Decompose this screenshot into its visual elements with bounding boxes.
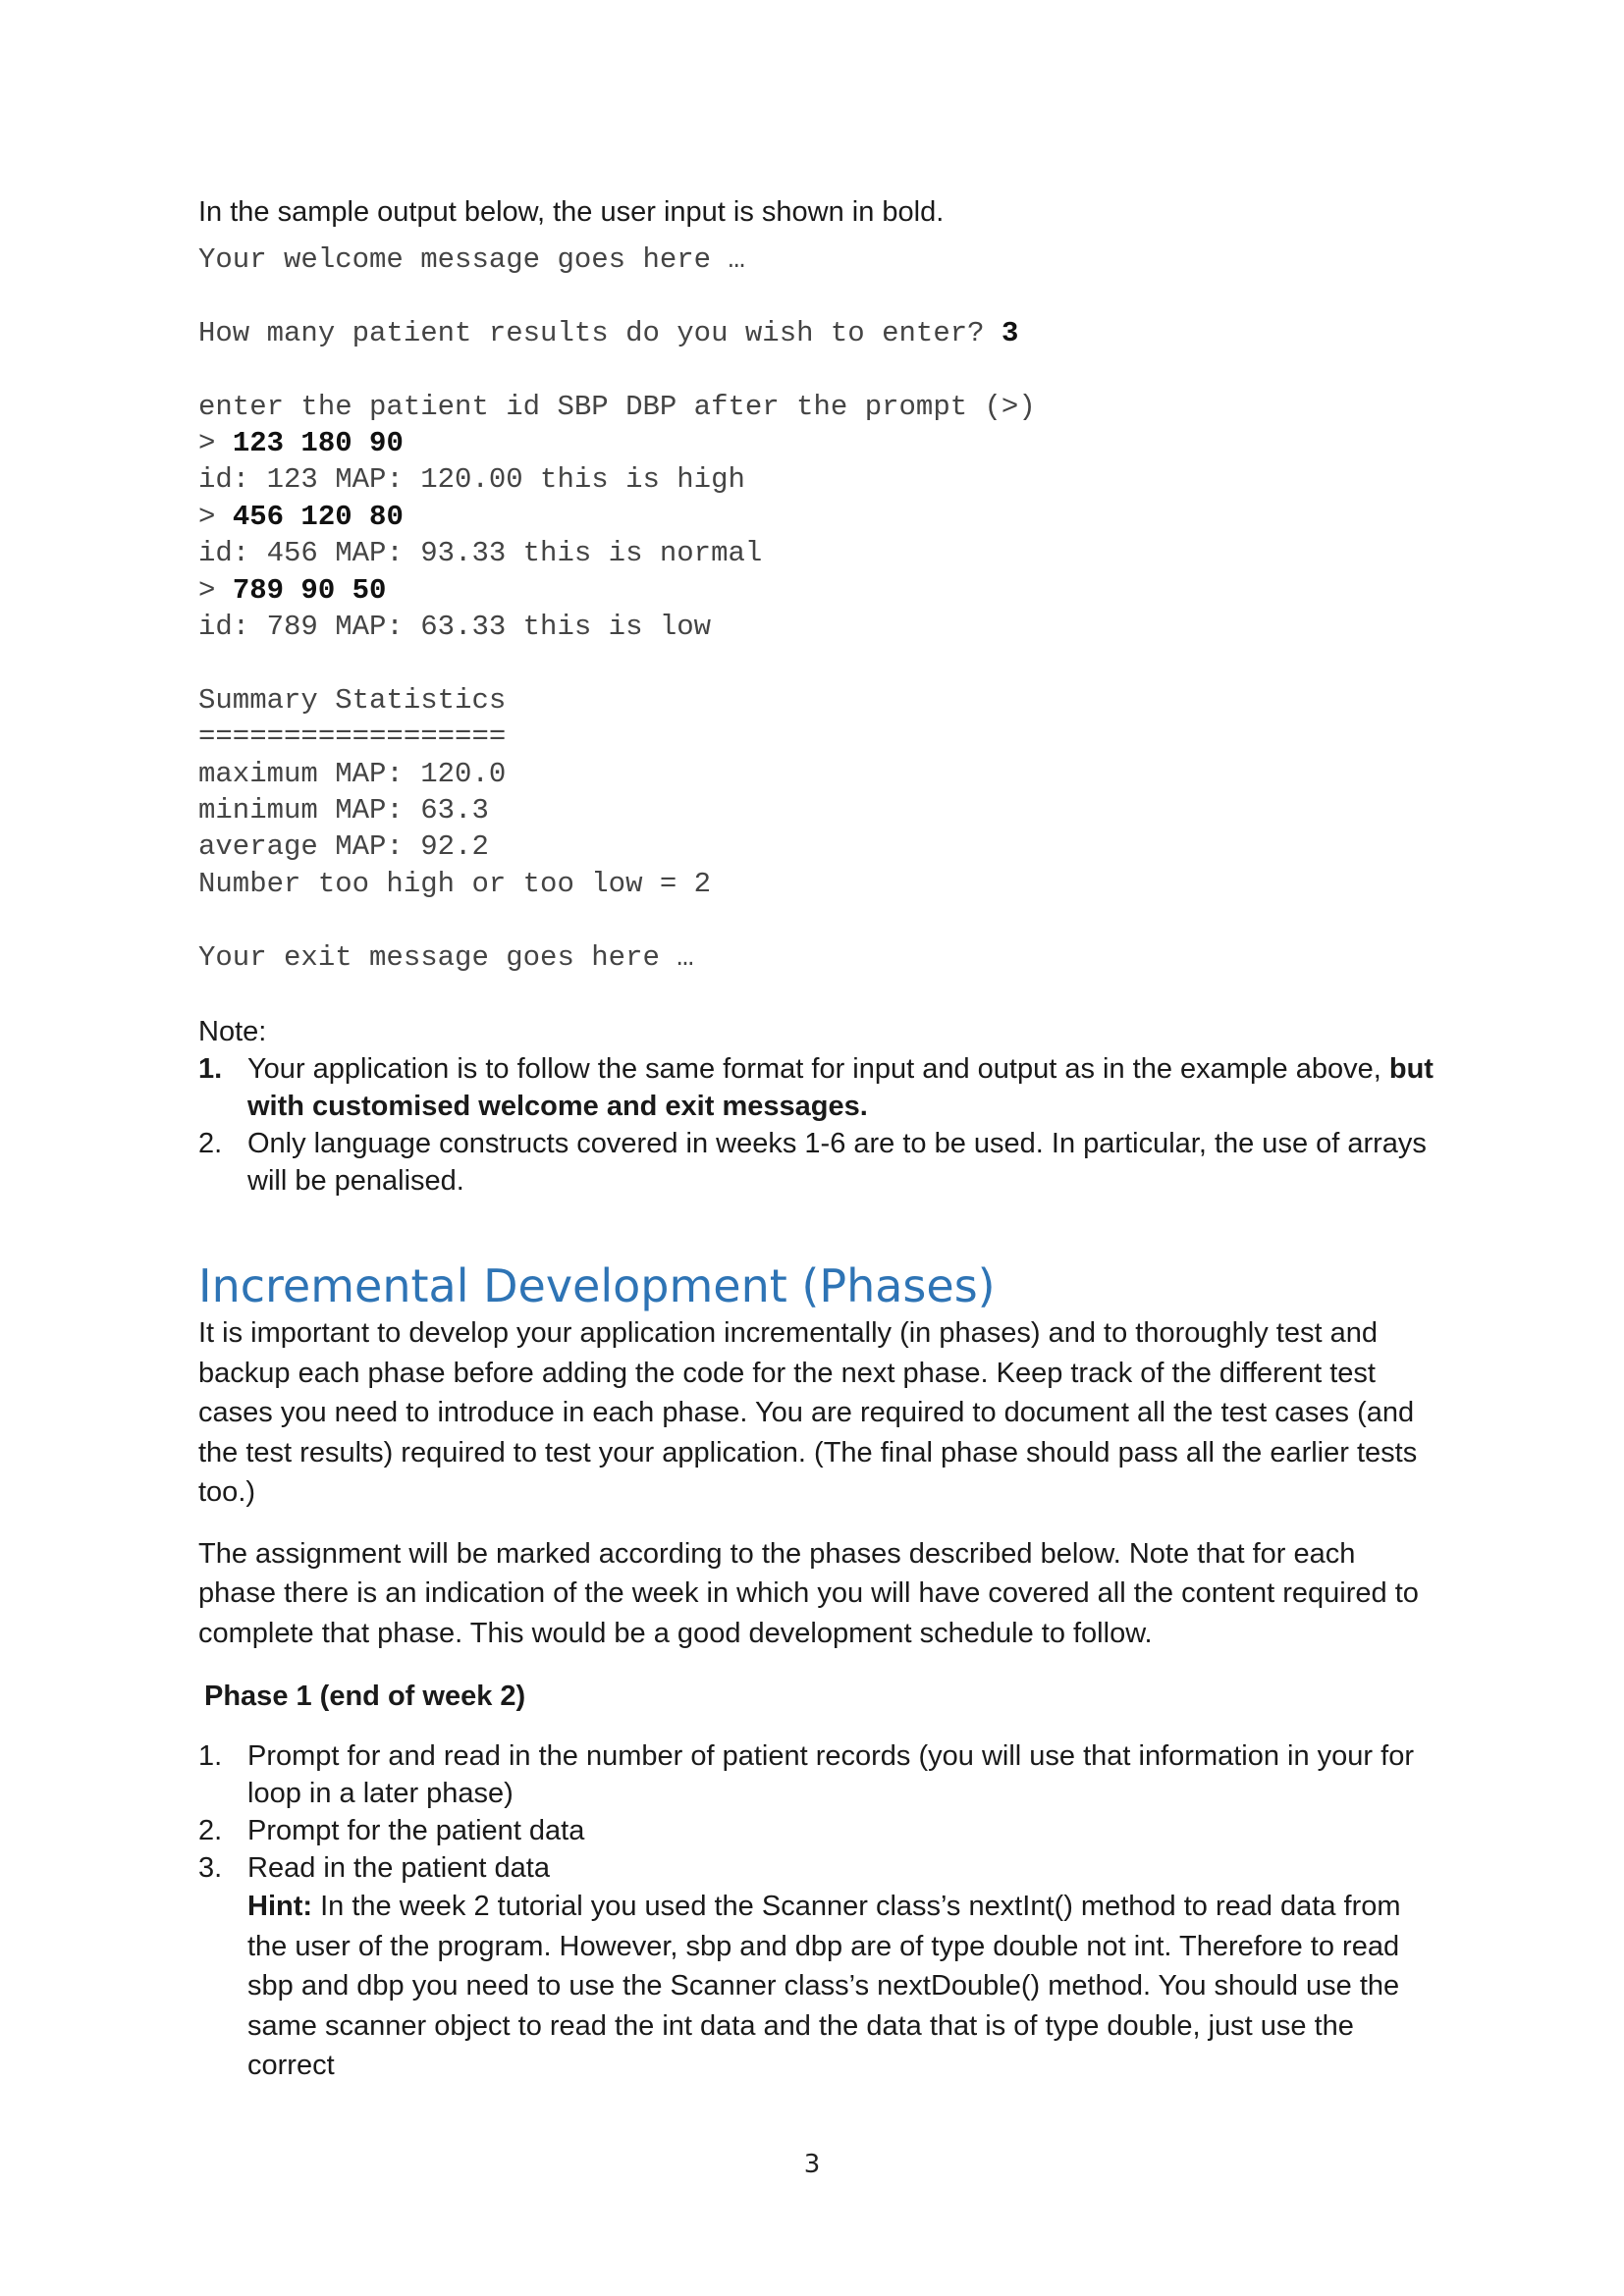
section-paragraph: It is important to develop your application incrementally (in phases) and to thoroughly test and backup each phase before adding the code for the next phase. Keep track of the different test cases you need to introduce in each phase. You are required to document all the test cases (and the test results) required to test your application. (The final phase should pass all the earlier tests too.) [198, 1317, 1418, 1509]
hint-block [247, 1887, 1437, 2086]
note-number: 2. [198, 1128, 223, 1160]
sample-output [198, 241, 1437, 976]
count-input: 3 [1001, 316, 1019, 349]
step-number: 1. [198, 1740, 223, 1773]
entry-prompt-line: enter the patient id SBP DBP after the prompt (>) [198, 390, 1036, 423]
blank-line [198, 278, 1437, 314]
exit-line: Your exit message goes here … [198, 940, 694, 974]
entry-1-result-line: id: 123 MAP: 120.00 this is high [198, 463, 745, 497]
section-paragraph: The assignment will be marked according to the phases described below. Note that for each phase there is an indication of the week in which you will have covered all the content required to complete that phase. This would be a good development schedule to follow. [198, 1537, 1419, 1649]
step-number: 3. [198, 1852, 223, 1885]
blank-line [198, 351, 1437, 388]
note-item [198, 1050, 1437, 1125]
step-item [198, 1737, 1437, 1812]
entry-3-result-line: id: 789 MAP: 63.33 this is low [198, 611, 712, 644]
hint-label: Hint: [247, 1891, 313, 1923]
step-text: Prompt for the patient data [247, 1815, 585, 1847]
note-text: Only language constructs covered in weeks 1-6 are to be used. In particular, the use of arrays will be penalised. [247, 1128, 1427, 1198]
note-label: Note: [198, 1016, 267, 1048]
step-text: Prompt for and read in the number of patient records (you will use that information in your for loop in a later phase) [247, 1740, 1414, 1810]
summary-count: Number too high or too low = 2 [198, 867, 712, 900]
phase-1-heading: Phase 1 (end of week 2) [204, 1681, 526, 1713]
entry-3-input-line [198, 572, 1437, 609]
note-list [198, 1050, 1437, 1200]
entry-2-result-line: id: 456 MAP: 93.33 this is normal [198, 537, 763, 570]
step-item [198, 1812, 1437, 1849]
note-bold-text: but with customised welcome and exit messages. [247, 1053, 1434, 1123]
hint-text: In the week 2 tutorial you used the Scanner class’s nextInt() method to read data from the user of the program. However, sbp and dbp are of type double not int. Therefore to read sbp and dbp you need to use the Scanner class’s nextDouble() method. You should use the same scanner object to read the int data and the data that is of type double, just use the correct [247, 1891, 1401, 2082]
document-page [198, 192, 1437, 2086]
entry-input: 456 120 80 [232, 500, 404, 533]
prompt-marker: > [198, 573, 233, 607]
summary-max: maximum MAP: 120.0 [198, 757, 507, 790]
intro-text: In the sample output below, the user input is shown in bold. [198, 196, 945, 228]
prompt-marker: > [198, 500, 233, 533]
note-number: 1. [198, 1053, 223, 1086]
welcome-line: Your welcome message goes here … [198, 243, 745, 276]
entry-input: 789 90 50 [232, 573, 387, 607]
count-prompt-line [198, 315, 1437, 351]
prompt-marker: > [198, 427, 233, 459]
count-prompt: How many patient results do you wish to enter? [198, 316, 1001, 349]
blank-line [198, 645, 1437, 681]
blank-line [198, 902, 1437, 938]
section-heading: Incremental Development (Phases) [198, 1259, 996, 1313]
note-text: Your application is to follow the same format for input and output as in the example above, [247, 1053, 1389, 1086]
summary-rule: ================== [198, 721, 507, 754]
entry-input: 123 180 90 [232, 427, 404, 459]
summary-min: minimum MAP: 63.3 [198, 794, 489, 828]
step-text: Read in the patient data [247, 1852, 550, 1885]
summary-avg: average MAP: 92.2 [198, 830, 489, 864]
summary-title: Summary Statistics [198, 683, 507, 717]
page-number: 3 [803, 2150, 821, 2179]
entry-1-input-line [198, 425, 1437, 461]
step-item [198, 1849, 1437, 2086]
step-number: 2. [198, 1815, 223, 1847]
entry-2-input-line [198, 499, 1437, 535]
phase-1-steps [198, 1737, 1437, 2086]
note-item [198, 1125, 1437, 1200]
